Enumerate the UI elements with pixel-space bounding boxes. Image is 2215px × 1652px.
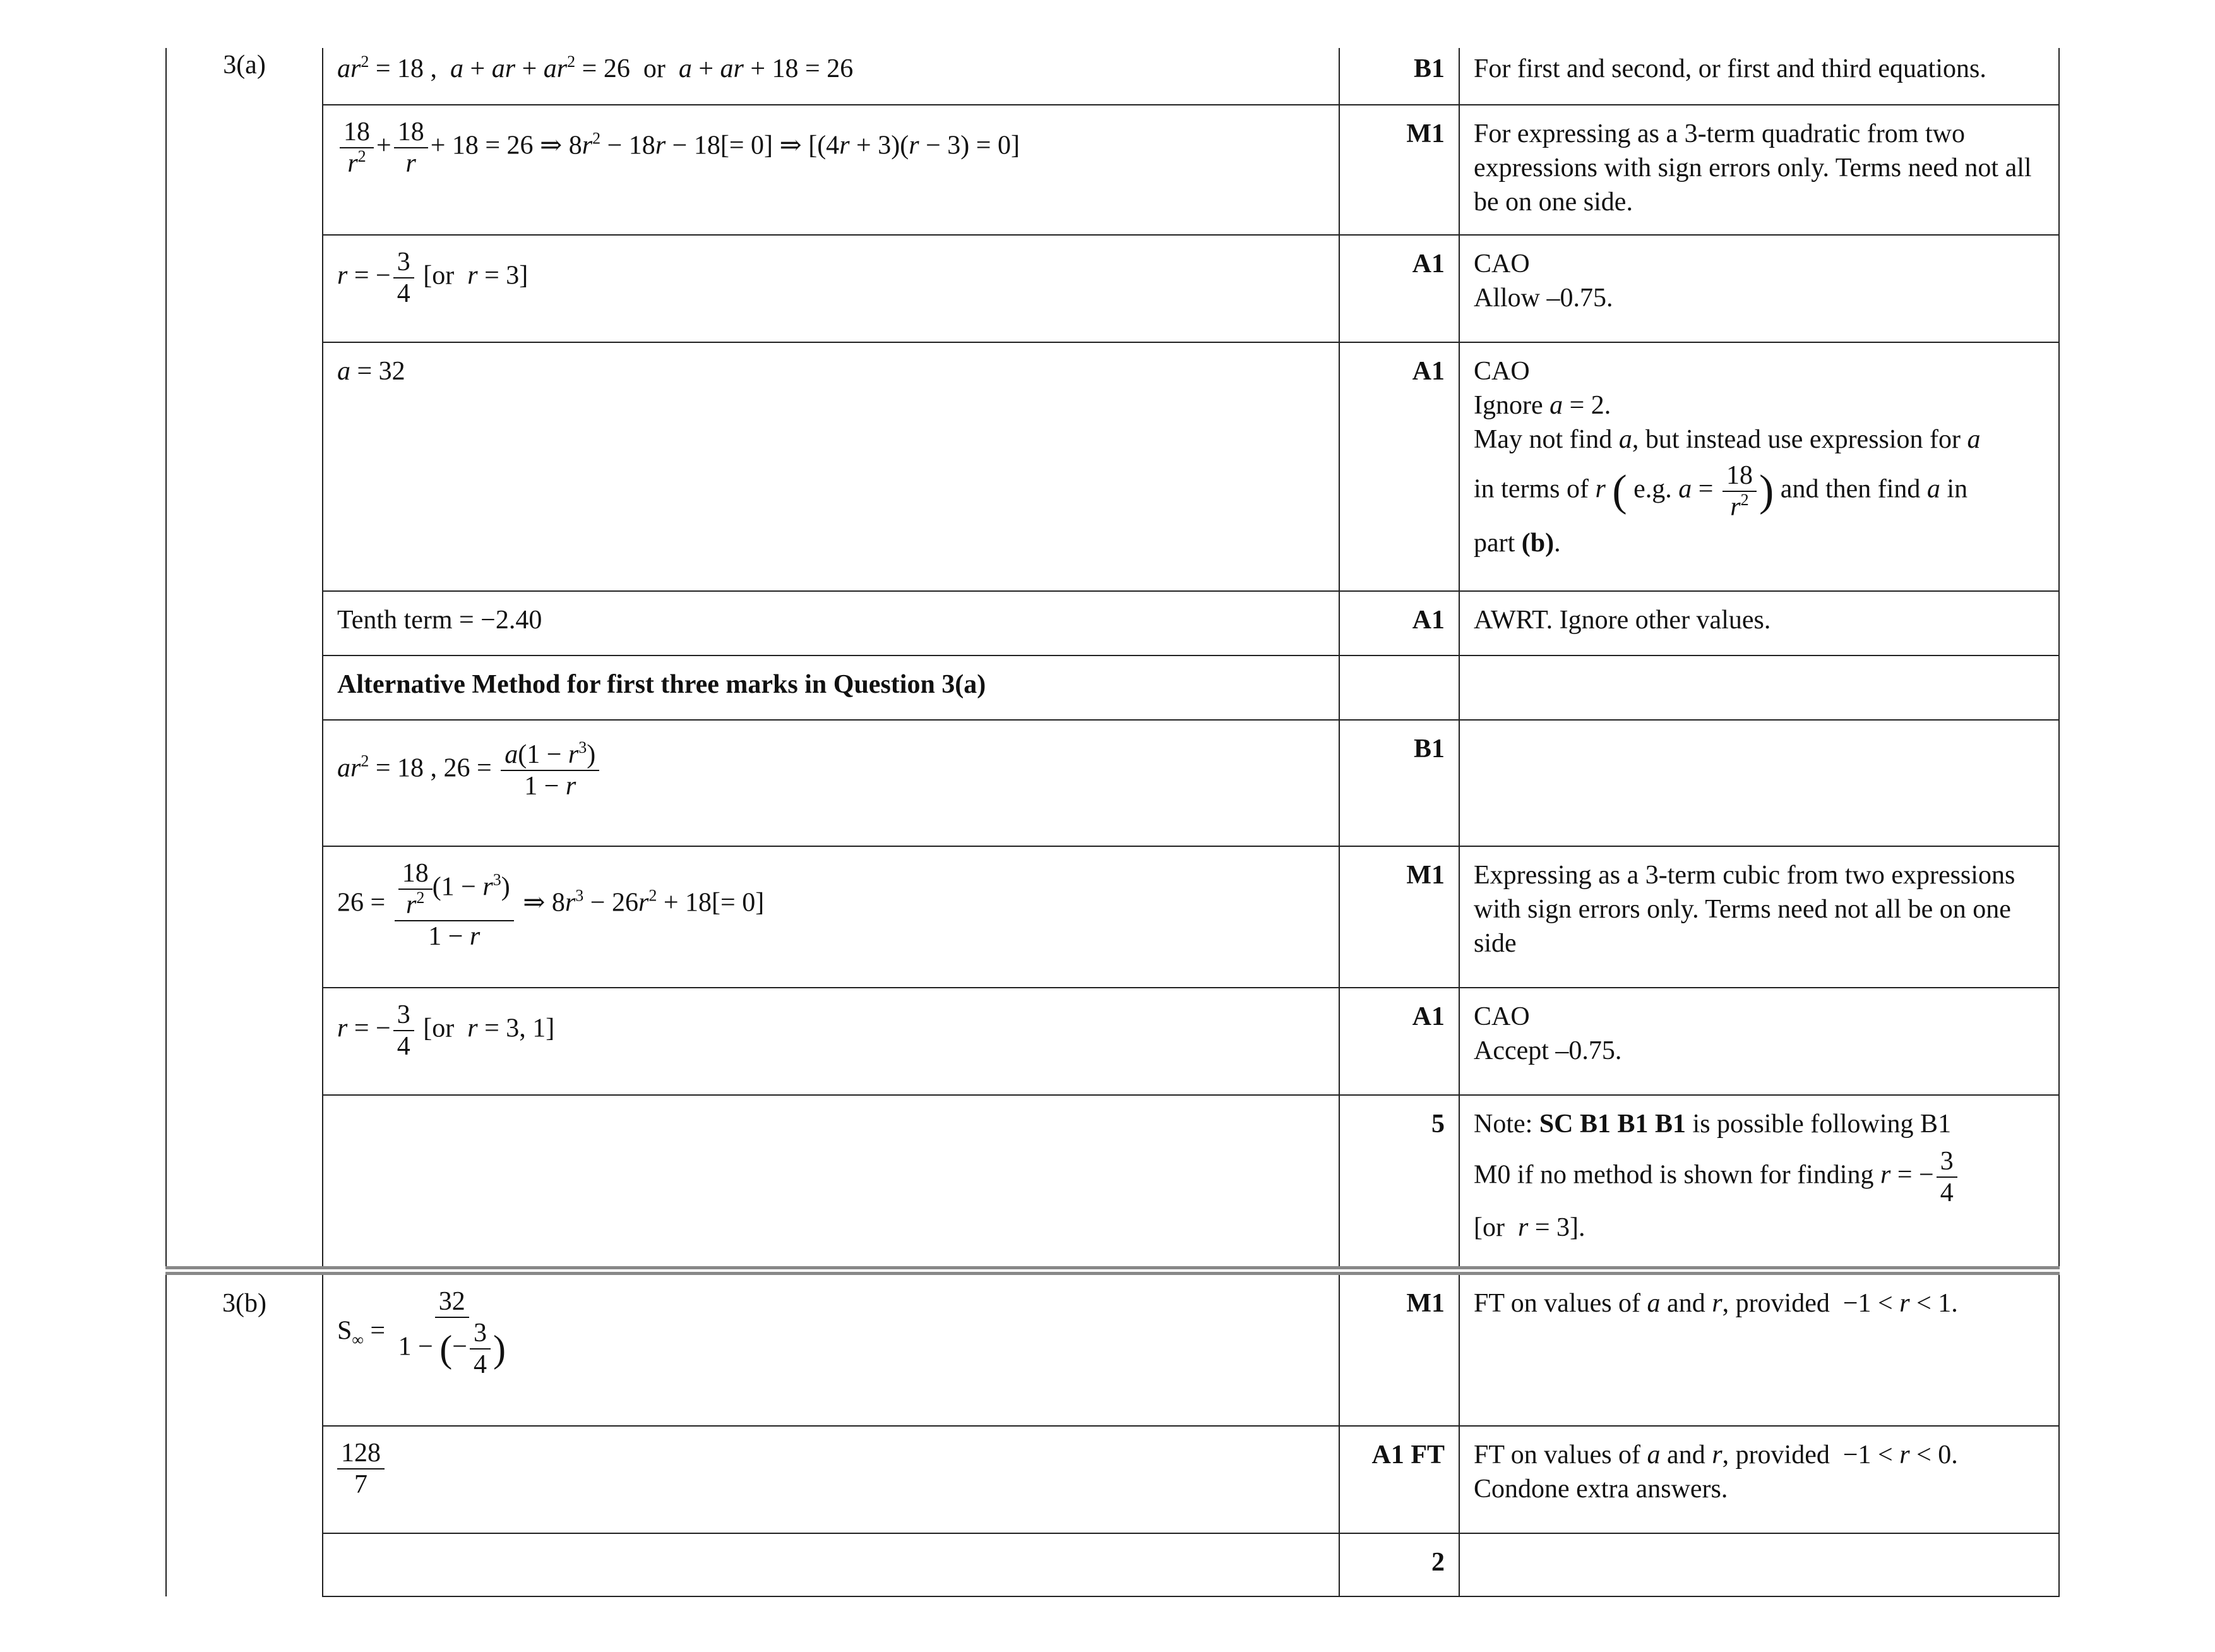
table-row: [166, 1533, 2059, 1596]
total-mark-cell: 5: [1339, 1095, 1459, 1271]
table-row: [166, 846, 2059, 988]
answer-cell: r = − $\frac{3}{4}$ [or r = 3]: [323, 235, 1339, 342]
note-cell: [1459, 655, 2059, 720]
alternative-method-heading: Alternative Method for first three marks in Question 3(a): [323, 655, 1339, 720]
table-row: [166, 48, 2059, 105]
answer-cell: $ar^2 = 18$ , a + ar + $ar^2 = 26$ or a + ar + 18 = 26: [323, 48, 1339, 105]
note-cell: CAO Ignore a = 2. May not find a, but instead use expression for a in terms of r ( e.g. a = $\frac{18}{r^2}$ ) and then find a in part (b).: [1459, 342, 2059, 591]
answer-cell: $\frac{128}{7}$: [323, 1426, 1339, 1533]
table-row: [166, 1095, 2059, 1271]
table-row: [166, 591, 2059, 655]
answer-cell: Tenth term = −2.40: [323, 591, 1339, 655]
note-cell: [1459, 1533, 2059, 1596]
mark-cell: A1: [1339, 342, 1459, 591]
answer-cell: $S_\infty$ = 32 1 − (− $\frac{3}{4}$ ): [323, 1271, 1339, 1426]
answer-cell: $\frac{18}{r^2}$ + $\frac{18}{r}$ + 18 = 26 ⇒ $8r^2 - 18r - 18[= 0]$ ⇒ [(4r + 3)(r − 3) = 0]: [323, 105, 1339, 235]
answer-cell: [323, 1533, 1339, 1596]
note-cell: CAO Accept –0.75.: [1459, 988, 2059, 1095]
note-cell: Expressing as a 3-term cubic from two expressions with sign errors only. Terms need not all be on one side: [1459, 846, 2059, 988]
note-cell: FT on values of a and r, provided −1 < r < 1.: [1459, 1271, 2059, 1426]
mark-cell: M1: [1339, 105, 1459, 235]
answer-cell: 26 = $\frac{18}{r^2}$ $(1 - r^3)$ 1 − r ⇒ $8r^3 - 26r^2 + 18[= 0]$: [323, 846, 1339, 988]
answer-cell: $ar^2 = 18$ , 26 = $\frac{a(1 - r^3)}{1 - r}$: [323, 720, 1339, 846]
mark-cell: A1: [1339, 988, 1459, 1095]
mark-cell: B1: [1339, 48, 1459, 105]
table-row: [166, 342, 2059, 591]
table-row: [166, 1271, 2059, 1426]
question-label-3b: 3(b): [166, 1271, 323, 1596]
table-row: [166, 720, 2059, 846]
table-row: [166, 235, 2059, 342]
mark-cell: A1: [1339, 235, 1459, 342]
note-cell: CAO Allow –0.75.: [1459, 235, 2059, 342]
table-row: [166, 105, 2059, 235]
mark-cell: B1: [1339, 720, 1459, 846]
table-row: [166, 1426, 2059, 1533]
mark-cell: A1: [1339, 591, 1459, 655]
table-row: [166, 988, 2059, 1095]
note-cell: For first and second, or first and third equations.: [1459, 48, 2059, 105]
mark-cell: A1 FT: [1339, 1426, 1459, 1533]
mark-cell: M1: [1339, 846, 1459, 988]
mark-cell: M1: [1339, 1271, 1459, 1426]
mark-scheme-table: [165, 48, 2060, 1597]
note-cell: [1459, 720, 2059, 846]
note-cell: AWRT. Ignore other values.: [1459, 591, 2059, 655]
note-cell: For expressing as a 3-term quadratic from two expressions with sign errors only. Terms need not all be on one side.: [1459, 105, 2059, 235]
answer-cell: [323, 1095, 1339, 1271]
note-cell: FT on values of a and r, provided −1 < r < 0. Condone extra answers.: [1459, 1426, 2059, 1533]
total-mark-cell: 2: [1339, 1533, 1459, 1596]
table-row: [166, 655, 2059, 720]
question-label-3a: 3(a): [166, 48, 323, 1271]
mark-cell: [1339, 655, 1459, 720]
answer-cell: r = − $\frac{3}{4}$ [or r = 3, 1]: [323, 988, 1339, 1095]
answer-cell: a = 32: [323, 342, 1339, 591]
note-cell: Note: SC B1 B1 B1 is possible following B1 M0 if no method is shown for finding r = − $\frac{3}{4}$ [or r = 3].: [1459, 1095, 2059, 1271]
